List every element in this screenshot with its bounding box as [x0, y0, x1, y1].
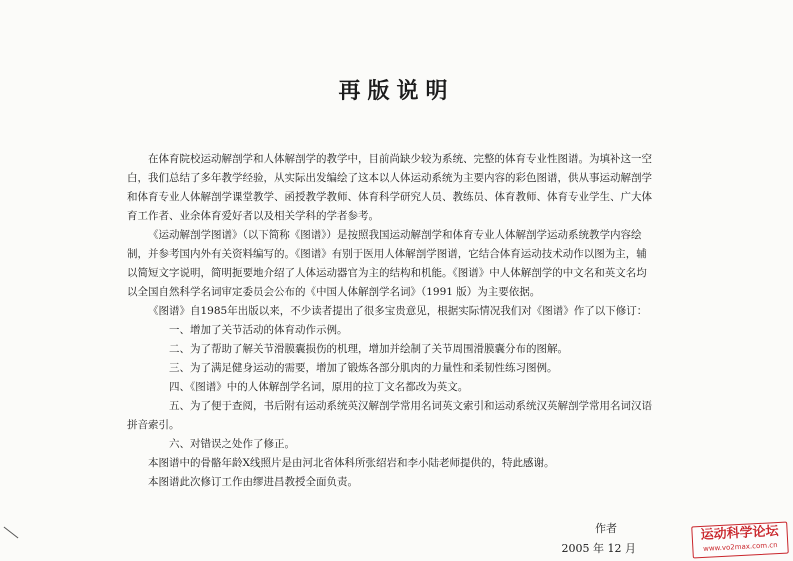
paragraph: 《图谱》自1985年出版以来，不少读者提出了很多宝贵意见，根据实际情况我们对《图谱》作了以下修订：	[148, 305, 648, 317]
author-signature: 作者	[595, 522, 617, 535]
list-item: 六、对错误之处作了修正。	[169, 438, 295, 450]
paragraph: 在体育院校运动解剖学和人体解剖学的教学中，目前尚缺少较为系统、完整的体育专业性图谱。为填补这一空白，我们总结了多年教学经验，从实际出发编绘了这本以人体运动系统为主要内容的彩色图谱，供从事运动解剖学和体育专业人体解剖学课堂教学、函授教学教师、体育科学研究人员、教练员、体育教师、体育专业学生、广大体育工作者、业余体育爱好者以及相关学科的学者参考。	[127, 153, 652, 222]
date-line: 2005 年 12 月	[561, 542, 636, 555]
paragraph: 《运动解剖学图谱》（以下简称《图谱》）是按照我国运动解剖学和体育专业人体解剖学运动系统教学内容绘制，并参考国内外有关资料编写的。《图谱》有别于医用人体解剖学图谱，它结合体育运动技术动作以图为主，辅以简短文字说明，简明扼要地介绍了人体运动器官为主的结构和机能。《图谱》中人体解剖学的中文名和英文名均以全国自然科学名词审定委员会公布的《中国人体解剖学名词》（1991 版）为主要依据。	[127, 229, 647, 298]
list-item: 三、为了满足健身运动的需要，增加了锻炼各部分肌肉的力量性和柔韧性练习图例。	[169, 362, 558, 374]
paragraph: 本图谱中的骨骼年龄X线照片是由河北省体科所张绍岩和李小陆老师提供的，特此感谢。	[148, 457, 555, 469]
scan-mark	[4, 527, 19, 539]
list-item: 五、为了便于查阅，书后附有运动系统英汉解剖学常用名词英文索引和运动系统汉英解剖学常用名词汉语拼音索引。	[127, 400, 652, 431]
list-item: 一、增加了关节活动的体育动作示例。	[169, 324, 348, 336]
list-item: 二、为了帮助了解关节滑膜囊损伤的机理，增加并绘制了关节周围滑膜囊分布的图解。	[169, 343, 568, 355]
paragraph: 本图谱此次修订工作由缪进昌教授全面负责。	[148, 476, 358, 488]
watermark-stamp	[691, 522, 789, 559]
list-item: 四、《图谱》中的人体解剖学名词，原用的拉丁文名都改为英文。	[169, 381, 469, 393]
document-body	[127, 150, 657, 492]
page-title: 再版说明	[338, 78, 455, 104]
watermark-url: www.vo2max.com.cn	[702, 541, 778, 553]
watermark-title: 运动科学论坛	[700, 523, 779, 544]
